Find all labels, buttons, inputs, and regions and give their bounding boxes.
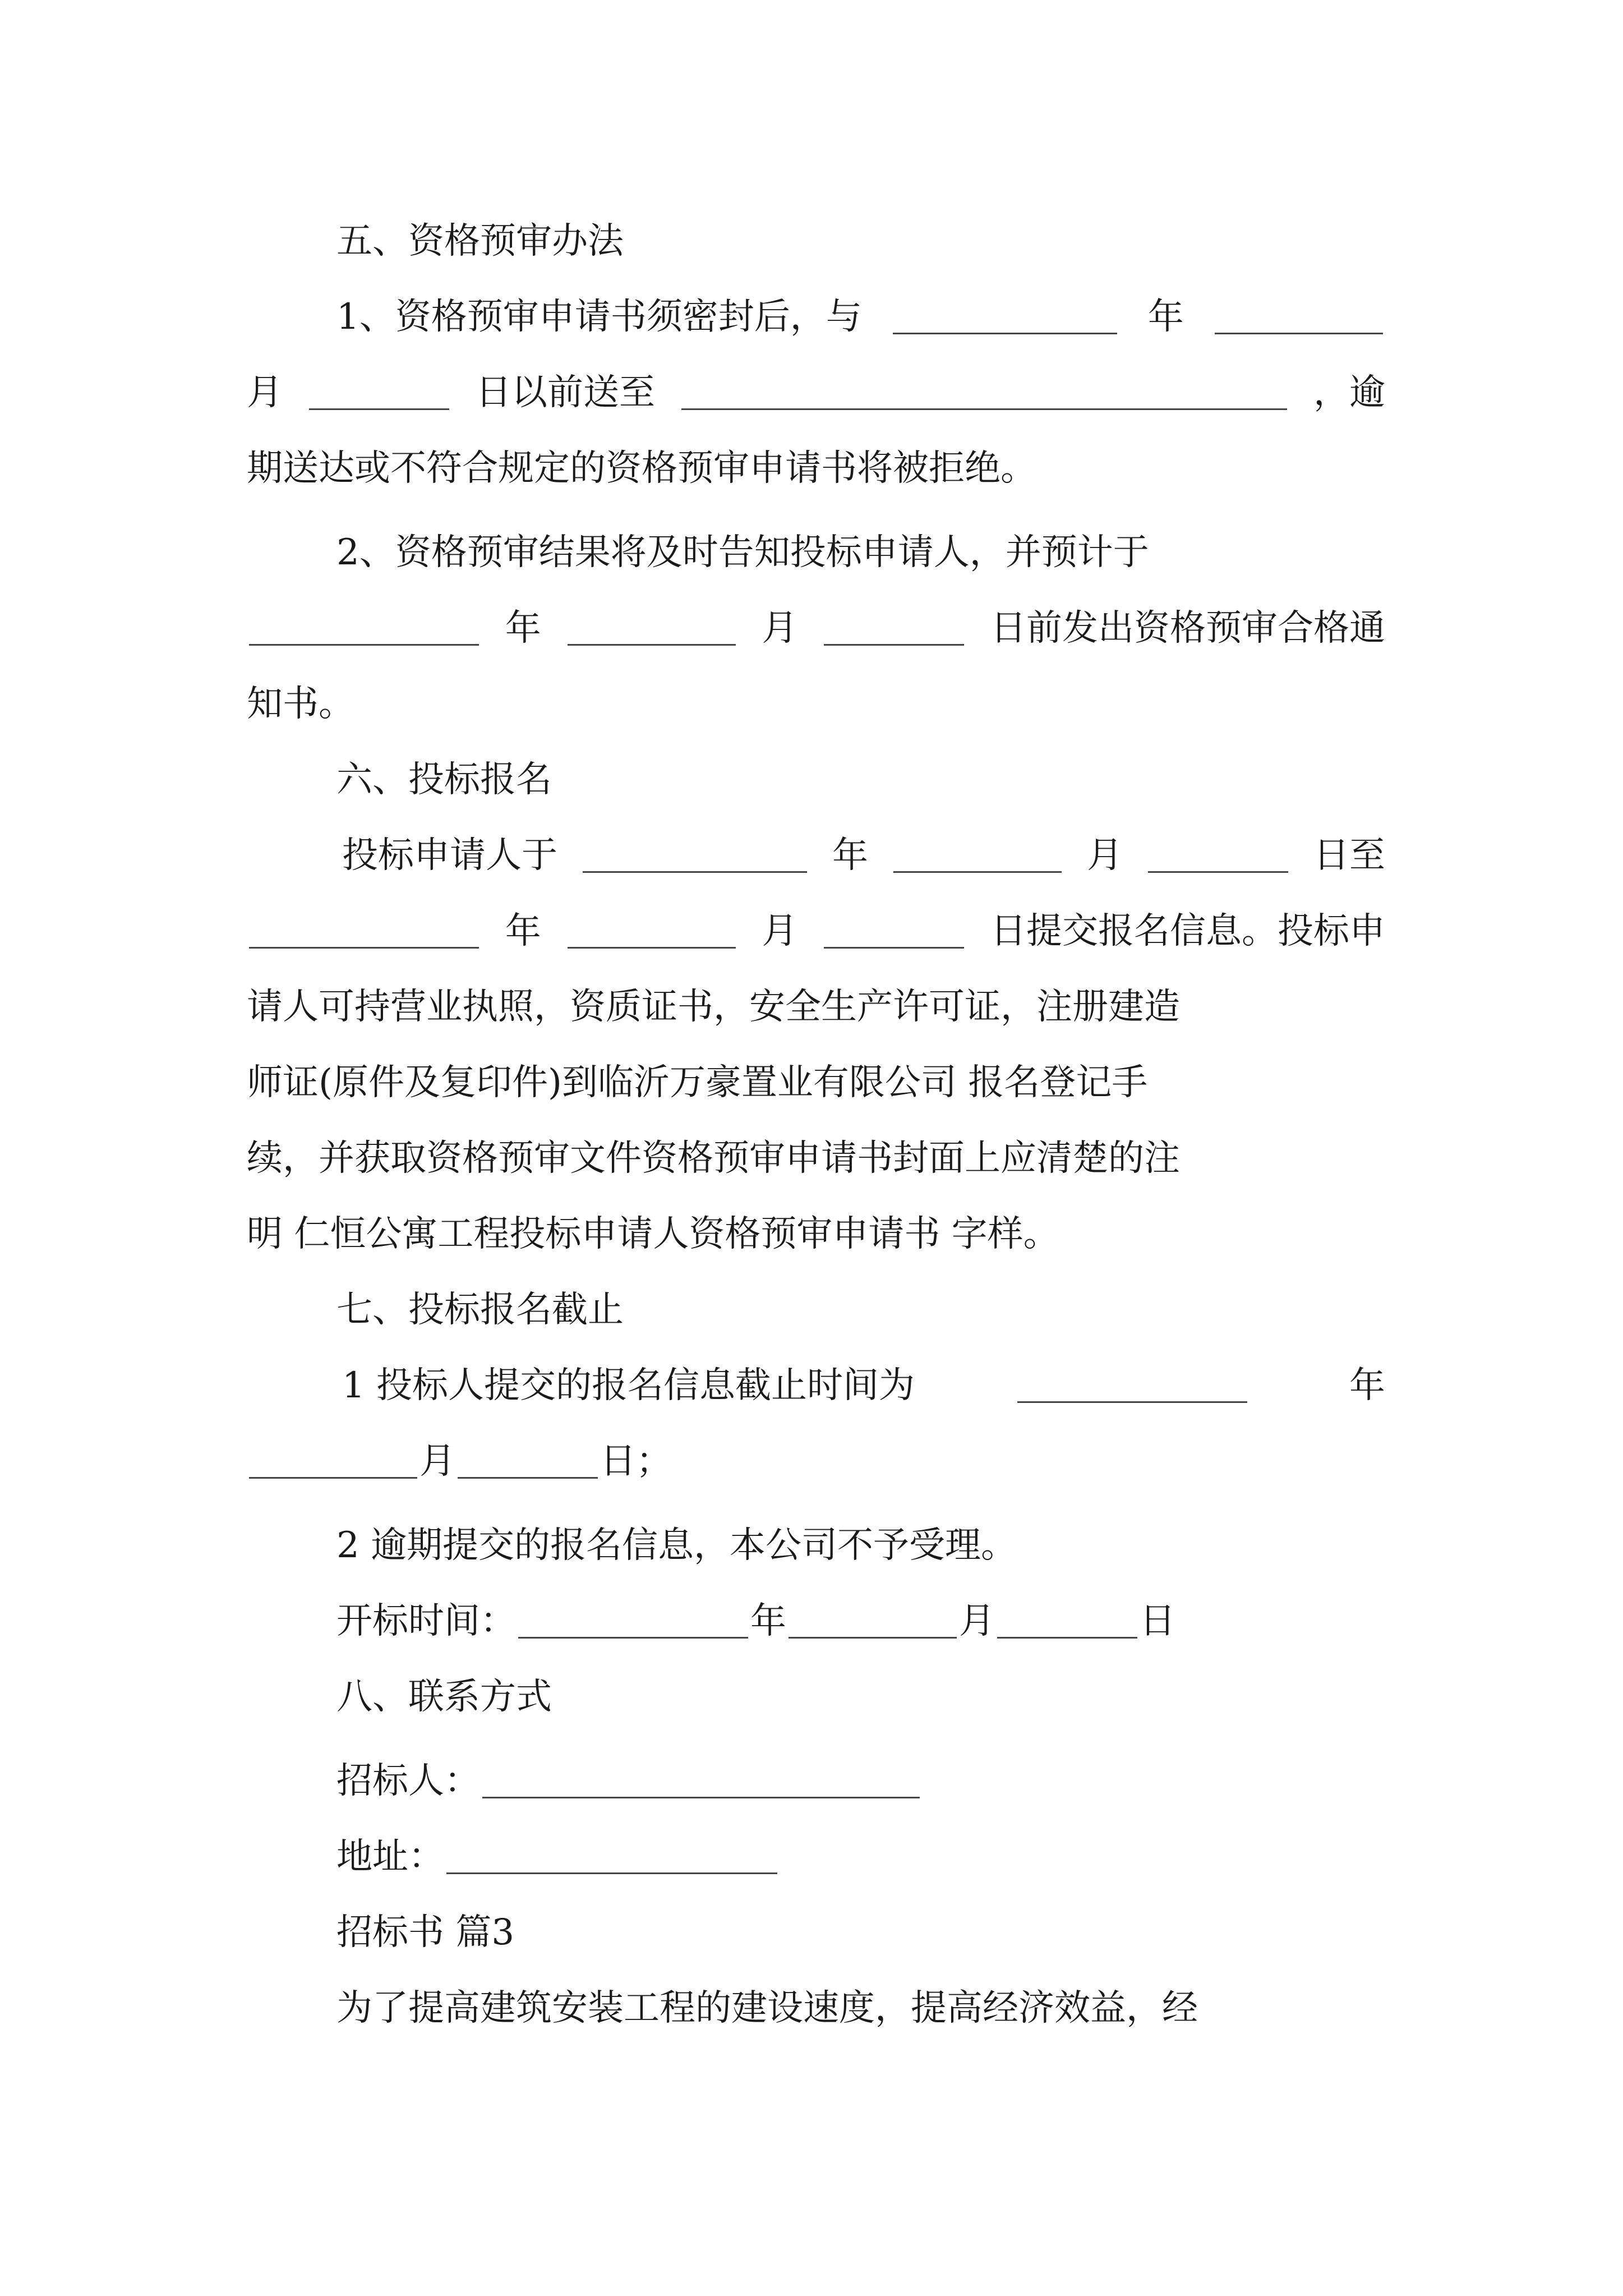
- text-segment: 月: [247, 372, 283, 413]
- section-heading: [336, 216, 729, 266]
- fill-in-blank: [482, 1795, 920, 1798]
- fill-in-blank: [824, 642, 964, 646]
- address-line: [336, 1832, 1066, 1882]
- section-heading: [336, 1672, 729, 1722]
- paragraph-line: [336, 1520, 1178, 1571]
- text-segment: 月: [1087, 835, 1123, 876]
- paragraph-line: [247, 1209, 1385, 1259]
- paragraph-line: [247, 1133, 1385, 1184]
- fill-in-blank: [997, 1635, 1137, 1639]
- text-segment: 期送达或不符合规定的资格预审申请书将被拒绝。: [247, 448, 1036, 489]
- text-segment: 日前发出资格预审合格通: [990, 608, 1385, 649]
- fill-in-blank: [249, 945, 479, 949]
- fill-in-blank: [309, 406, 449, 410]
- text-segment: 日至: [1313, 835, 1385, 876]
- text-segment: 师证(原件及复印件)到临沂万豪置业有限公司 报名登记手: [247, 1062, 1148, 1103]
- next-section-title: 招标书 篇3: [336, 1912, 515, 1953]
- section-heading: [336, 754, 729, 805]
- fill-in-blank: [1017, 1399, 1247, 1403]
- text-segment: 续，并获取资格预审文件资格预审申请书封面上应清楚的注: [247, 1138, 1180, 1179]
- text-segment: 2、资格预审结果将及时告知投标申请人，并预计于: [336, 532, 1149, 573]
- fill-in-blank: [1148, 869, 1288, 873]
- text-segment: 知书。: [247, 683, 354, 725]
- fill-in-blank: [458, 1475, 598, 1479]
- text-segment: 月: [419, 1441, 455, 1482]
- address-label: 地址：: [336, 1836, 444, 1878]
- text-segment: 年: [505, 608, 541, 649]
- text-segment: 月: [762, 608, 798, 649]
- text-segment: ，逾: [1313, 372, 1385, 413]
- opening-time-line: [336, 1596, 1290, 1646]
- fill-in-blank: [568, 945, 736, 949]
- text-segment: 2 逾期提交的报名信息，本公司不予受理。: [336, 1525, 1017, 1566]
- tenderer-line: [336, 1756, 1066, 1806]
- text-segment: 投标申请人于: [342, 835, 557, 876]
- paragraph-line: [247, 906, 1385, 956]
- text-segment: 日: [1140, 1600, 1175, 1642]
- paragraph-line: [342, 830, 1385, 881]
- text-segment: 年: [832, 835, 868, 876]
- text-segment: 日以前送至: [476, 372, 655, 413]
- text-segment: 月: [762, 910, 798, 952]
- fill-in-blank: [893, 330, 1117, 334]
- text-segment: 日；: [600, 1441, 672, 1482]
- section-6-heading: 六、投标报名: [336, 759, 552, 800]
- opening-time-label: 开标时间：: [336, 1600, 516, 1642]
- fill-in-blank: [568, 642, 736, 646]
- fill-in-blank: [446, 1870, 777, 1874]
- text-segment: 1、资格预审申请书须密封后，与: [336, 296, 862, 338]
- text-segment: 明 仁恒公寓工程投标申请人资格预审申请书 字样。: [247, 1213, 1059, 1255]
- paragraph-line: [336, 527, 1385, 578]
- paragraph-line: [247, 603, 1385, 654]
- paragraph-line: [247, 367, 1385, 418]
- paragraph-line: [336, 1983, 1385, 2033]
- section-8-heading: 八、联系方式: [336, 1676, 552, 1718]
- fill-in-blank: [583, 869, 807, 873]
- paragraph-line: [247, 1436, 695, 1487]
- paragraph-line: [247, 443, 1385, 494]
- text-segment: 日提交报名信息。投标申: [990, 910, 1385, 952]
- fill-in-blank: [518, 1635, 748, 1639]
- fill-in-blank: [824, 945, 964, 949]
- tenderer-label: 招标人：: [336, 1760, 480, 1802]
- fill-in-blank: [681, 406, 1287, 410]
- text-segment: 年: [505, 910, 541, 952]
- fill-in-blank: [1215, 330, 1383, 334]
- text-segment: 年: [1147, 296, 1184, 338]
- fill-in-blank: [249, 1475, 417, 1479]
- fill-in-blank: [249, 642, 479, 646]
- section-title: [336, 1907, 785, 1958]
- paragraph-line: [336, 292, 1385, 342]
- text-segment: 月: [959, 1600, 995, 1642]
- paragraph-line: [342, 1360, 1385, 1411]
- fill-in-blank: [789, 1635, 957, 1639]
- text-segment: 为了提高建筑安装工程的建设速度，提高经济效益，经: [336, 1987, 1198, 2029]
- section-heading: [336, 1285, 785, 1335]
- text-segment: 年: [1349, 1365, 1385, 1406]
- section-7-heading: 七、投标报名截止: [336, 1289, 624, 1331]
- paragraph-line: [247, 1057, 1385, 1108]
- paragraph-line: [247, 982, 1385, 1032]
- text-segment: 请人可持营业执照，资质证书，安全生产许可证，注册建造: [247, 986, 1180, 1028]
- section-5-heading: 五、资格预审办法: [336, 220, 624, 262]
- text-segment: 1 投标人提交的报名信息截止时间为: [342, 1365, 915, 1406]
- fill-in-blank: [893, 869, 1062, 873]
- paragraph-line: [247, 679, 1385, 729]
- text-segment: 年: [750, 1600, 786, 1642]
